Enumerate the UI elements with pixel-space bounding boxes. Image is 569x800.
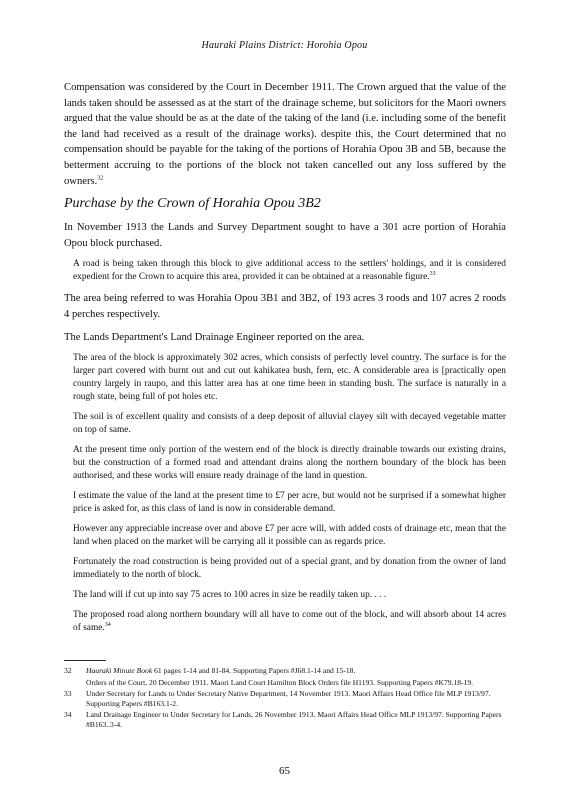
- footnote-text: Under Secretary for Lands to Under Secretary Native Department, 14 November 1913. Maori Affairs Head Office file MLP 1913/97. Supporting Papers #B163.1-2.: [86, 689, 491, 708]
- footnote-source-title: Hauraki Minute Book: [86, 666, 153, 675]
- footnote-34: [64, 710, 506, 729]
- footnote-32: [64, 666, 506, 676]
- report-quote-paragraph: The land will if cut up into say 75 acres to 100 acres in size be readily taken up. . . .: [73, 590, 387, 601]
- report-quote-last-text: The proposed road along northern boundary will all have to come out of the block, and will absorb about 14 acres of same.: [73, 610, 506, 634]
- main-content: [64, 80, 506, 642]
- footnote-number: 33: [64, 689, 72, 699]
- report-quote-last-paragraph: [73, 609, 506, 635]
- report-quote-paragraph: The area of the block is approximately 302 acres, which consists of perfectly level country. The surface is for the larger part covered with burnt out and cut out kahikatea bush, fern, etc. A considerable area is [practically open country largely in raupo, and this latter area has at one time been in standing bush. The surface is naturally in a rough state, being full of pot holes etc.: [73, 353, 506, 403]
- intro-paragraph-text: Compensation was considered by the Court in December 1911. The Crown argued that the value of the lands taken should be assessed as at the start of the drainage scheme, but solicitors for the Maori owners argued that the value should be as at the date of the taking of the land (i.e. including some of the benefit the land had received as a result of the drainage works). despite this, the Court determined that no compensation should be payable for the taking of the portions of Horahia Opou 3B and 5B, because the betterment accruing to the portions of the block not taken cancelled out any loss suffered by the owners.: [64, 82, 506, 187]
- paragraph-engineer-report: The Lands Department's Land Drainage Engineer reported on the area.: [64, 331, 365, 343]
- paragraph-area-details: The area being referred to was Horahia Opou 3B1 and 3B2, of 193 acres 3 roods and 107 acres 2 roods 4 perches respectively.: [64, 293, 506, 320]
- footnote-number: 34: [64, 710, 72, 720]
- footnote-continuation: Orders of the Court, 20 December 1911. Maori Land Court Hamilton Block Orders file H1193. Supporting Papers #K79.18-19.: [86, 677, 474, 687]
- running-header: Hauraki Plains District: Horohia Opou: [201, 40, 368, 51]
- intro-paragraph: [64, 80, 506, 189]
- footnote-ref-34[interactable]: 34: [104, 622, 111, 628]
- footnote-text: Land Drainage Engineer to Under Secretary for Lands, 26 November 1913. Maori Affairs Head Office MLP 1913/97. Supporting Papers #B163..3-4.: [86, 710, 502, 729]
- page-number: 65: [279, 765, 290, 777]
- quote-road-access: [73, 258, 506, 284]
- report-quote-paragraph: Fortunately the road construction is being provided out of a special grant, and by donation from the owner of land immediately to the north of block.: [73, 557, 506, 581]
- report-quote-paragraph: I estimate the value of the land at the present time to £7 per acre, but would not be surprised if a somewhat higher price is asked for, as this class of land is now in considerable demand.: [73, 491, 506, 515]
- report-quote-paragraph: The soil is of excellent quality and consists of a deep deposit of alluvial clayey silt with decayed vegetable matter on top of same.: [73, 412, 506, 436]
- footnote-ref-32[interactable]: 32: [97, 175, 104, 182]
- section-heading: Purchase by the Crown of Horahia Opou 3B2: [64, 196, 321, 212]
- paragraph-purchase-request: In November 1913 the Lands and Survey Department sought to have a 301 acre portion of Horahia Opou block purchased.: [64, 222, 506, 249]
- footnote-33: [64, 689, 506, 708]
- footnotes: [64, 666, 506, 732]
- quote-road-access-text: A road is being taken through this block to give additional access to the settlers' holdings, and it is considered expedient for the Crown to acquire this area, provided it can be obtained at a reasonable figure.: [73, 259, 506, 283]
- footnote-divider: [64, 660, 106, 661]
- report-quote-paragraph: However any appreciable increase over and above £7 per acre will, with added costs of drainage etc, mean that the land when placed on the market will be carrying all it possible can as regards price.: [73, 524, 506, 548]
- footnote-ref-33[interactable]: 33: [429, 271, 436, 278]
- footnote-number: 32: [64, 666, 72, 675]
- footnote-text: Hauraki Minute Book 61 pages 1-14 and 81-84. Supporting Papers #J68.1-14 and 15-18.: [86, 666, 356, 675]
- report-quote-paragraph: At the present time only portion of the western end of the block is directly drainable towards our existing drains, but the construction of a formed road and attendant drains along the northern boundary of the block has been authorised, and these works will ensure ready drainage of the land in question.: [73, 445, 506, 482]
